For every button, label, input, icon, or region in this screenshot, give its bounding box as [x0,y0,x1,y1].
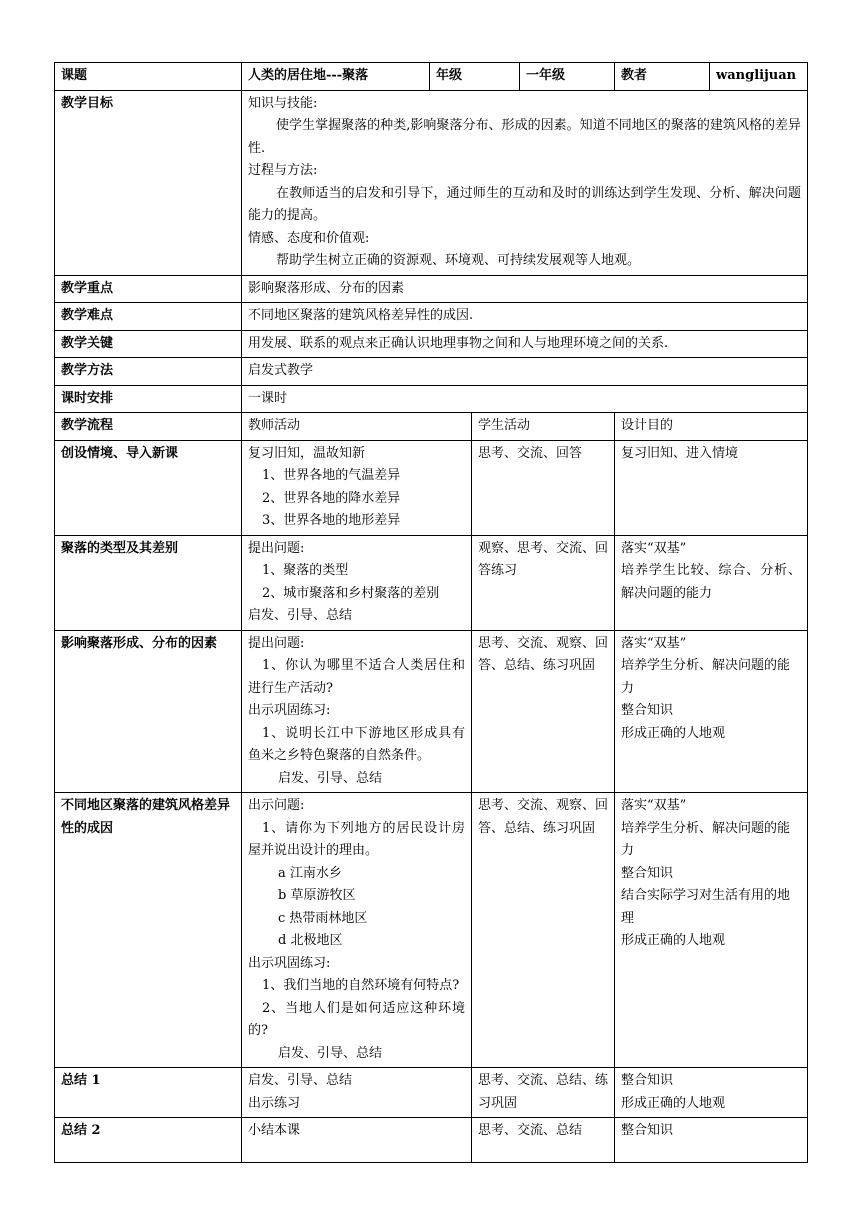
key-point-row [55,275,808,303]
teacher-line: 出示巩固练习: [248,703,331,718]
objectives-content [242,90,808,275]
stage-row [55,793,808,1068]
purpose-line: 复习旧知、进入情境 [621,445,739,461]
stage-title: 总结 2 [55,1118,242,1163]
teacher-line: 复习旧知，温故知新 [248,445,366,461]
teacher-line: 启发、引导、总结 [278,770,383,786]
purpose-line: 整合知识 [621,1073,674,1088]
schedule-label: 课时安排 [55,385,242,413]
teacher-line: 1、请你为下列地方的居民设计房屋并说出设计的理由。 [248,820,465,858]
col-teacher-activity: 教师活动 [242,413,472,441]
student-activity: 思考、交流、观察、回答、总结、练习巩固 [472,793,615,1068]
teacher-line: 出示问题: [248,798,305,813]
design-purpose [615,793,808,1068]
purpose-line: 培养学生分析、解决问题的能力 [621,658,791,696]
teacher-line: d 北极地区 [278,933,343,948]
teacher-line: 2、城市聚落和乡村聚落的差别 [262,585,440,601]
schedule-row [55,385,808,413]
teacher-line: 2、当地人们是如何适应这种环境的? [248,1000,465,1038]
student-activity: 思考、交流、观察、回答、总结、练习巩固 [472,630,615,793]
process-title: 过程与方法: [248,163,318,178]
knowledge-text: 使学生掌握聚落的种类,影响聚落分布、形成的因素。知道不同地区的聚落的建筑风格的差异性. [248,118,802,156]
purpose-line: 形成正确的人地观 [621,725,726,741]
purpose-line: 落实“双基” [621,540,687,556]
teacher-activity [242,793,472,1068]
purpose-line: 培养学生比较、综合、分析、解决问题的能力 [621,563,802,601]
purpose-line: 整合知识 [621,865,674,881]
emotion-text: 帮助学生树立正确的资源观、环境观、可持续发展观等人地观。 [276,253,641,268]
purpose-line: 整合知识 [621,703,674,718]
teacher-line: 出示巩固练习: [248,955,331,971]
stage-title: 总结 1 [55,1068,242,1118]
difficult-point-row [55,303,808,331]
objectives-row [55,90,808,275]
teacher-activity [242,1118,472,1163]
teacher-line: 出示练习 [248,1095,301,1111]
stage-row [55,440,808,535]
grade-value: 一年级 [520,63,615,91]
teacher-line: a 江南水乡 [278,865,342,881]
purpose-line: 落实“双基” [621,798,687,813]
flow-label: 教学流程 [55,413,242,441]
stage-title: 创设情境、导入新课 [55,440,242,535]
purpose-line: 培养学生分析、解决问题的能力 [621,820,791,858]
difficult-point-value: 不同地区聚落的建筑风格差异性的成因. [242,303,808,331]
teacher-line: 启发、引导、总结 [278,1045,383,1061]
design-purpose [615,1118,808,1163]
key-point-label: 教学重点 [55,275,242,303]
lesson-plan-table [54,62,808,1163]
objectives-label: 教学目标 [55,90,242,275]
teacher-line: 1、聚落的类型 [262,563,349,578]
teacher-line: c 热带雨林地区 [278,910,368,926]
stage-row [55,630,808,793]
teacher-line: 1、我们当地的自然环境有何特点? [262,978,460,993]
method-row [55,358,808,386]
teacher-line: 3、世界各地的地形差异 [262,513,401,528]
student-activity: 思考、交流、总结 [472,1118,615,1163]
stage-title: 不同地区聚落的建筑风格差异性的成因 [55,793,242,1068]
key-point-value: 影响聚落形成、分布的因素 [242,275,808,303]
difficult-point-label: 教学难点 [55,303,242,331]
purpose-line: 结合实际学习对生活有用的地理 [621,888,791,926]
teacher-line: 1、世界各地的气温差异 [262,468,401,483]
method-value: 启发式教学 [242,358,808,386]
teacher-line: 提出问题: [248,540,305,556]
design-purpose [615,440,808,535]
flow-header-row [55,413,808,441]
teacher-activity [242,535,472,630]
emotion-title: 情感、态度和价值观: [248,230,370,246]
col-student-activity: 学生活动 [472,413,615,441]
purpose-line: 落实“双基” [621,635,687,651]
topic-value: 人类的居住地---聚落 [242,63,430,91]
student-activity: 思考、交流、回答 [472,440,615,535]
stage-row [55,1118,808,1163]
teacher-line: 启发、引导、总结 [248,1073,353,1088]
method-label: 教学方法 [55,358,242,386]
teacher-activity [242,630,472,793]
teacher-activity [242,1068,472,1118]
student-activity: 观察、思考、交流、回答练习 [472,535,615,630]
stage-title: 聚落的类型及其差别 [55,535,242,630]
teacher-line: 1、你认为哪里不适合人类居住和进行生产活动? [248,658,465,696]
teacher-activity [242,440,472,535]
teacher-line: 启发、引导、总结 [248,608,353,623]
teacher-line: 2、世界各地的降水差异 [262,490,401,506]
stage-title: 影响聚落形成、分布的因素 [55,630,242,793]
crucial-point-value: 用发展、联系的观点来正确认识地理事物之间和人与地理环境之间的关系. [242,330,808,358]
purpose-line: 形成正确的人地观 [621,1095,726,1111]
teacher-label: 教者 [615,63,710,91]
student-activity: 思考、交流、总结、练习巩固 [472,1068,615,1118]
teacher-line: 1、说明长江中下游地区形成具有鱼米之乡特色聚落的自然条件。 [248,725,465,763]
process-text: 在教师适当的启发和引导下，通过师生的互动和及时的训练达到学生发现、分析、解决问题能力的提高。 [248,185,802,223]
schedule-value: 一课时 [242,385,808,413]
teacher-line: b 草原游牧区 [278,888,356,903]
design-purpose [615,535,808,630]
stage-row [55,1068,808,1118]
teacher-line: 小结本课 [248,1123,301,1138]
purpose-line: 形成正确的人地观 [621,933,726,948]
teacher-value: wanglijuan [710,63,808,91]
knowledge-title: 知识与技能: [248,95,318,111]
purpose-line: 整合知识 [621,1123,674,1138]
crucial-point-row [55,330,808,358]
col-design-purpose: 设计目的 [615,413,808,441]
stage-row [55,535,808,630]
teacher-line: 提出问题: [248,635,305,651]
header-row [55,63,808,91]
grade-label: 年级 [430,63,520,91]
design-purpose [615,630,808,793]
design-purpose [615,1068,808,1118]
crucial-point-label: 教学关键 [55,330,242,358]
topic-label: 课题 [55,63,242,91]
